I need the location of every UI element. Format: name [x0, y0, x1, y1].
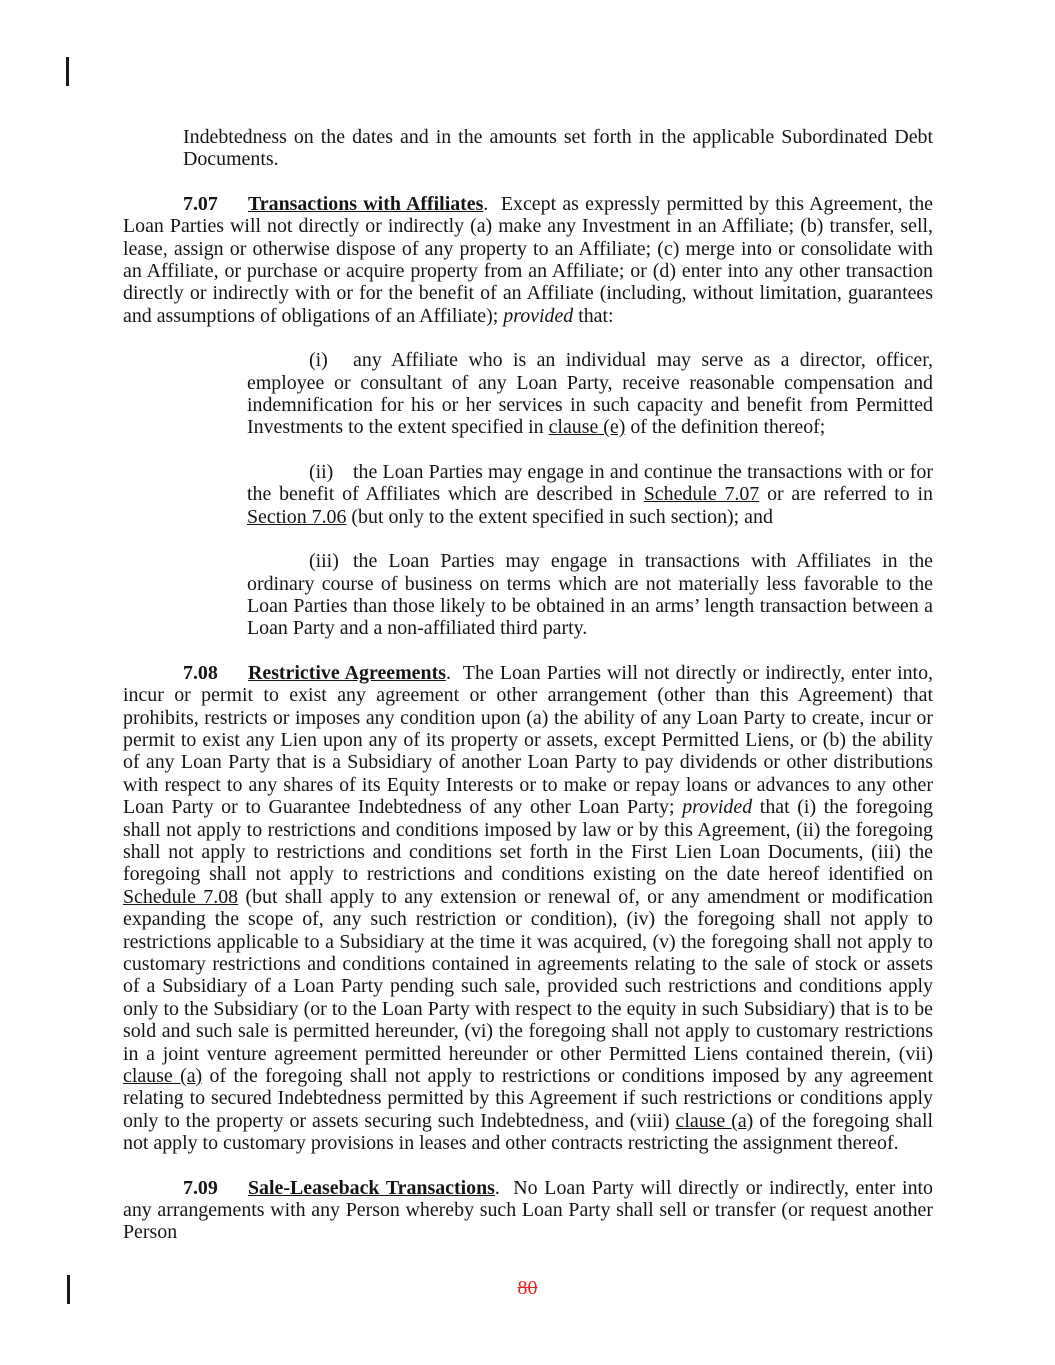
clause-label: (ii) — [309, 460, 334, 483]
paragraph-section-7-07 — [123, 193, 933, 327]
body-text: that (i) the foregoing shall not apply to restrictions and conditions imposed by law or by this Agreement, (ii) the foregoing shall not apply to restrictions and conditions set forth in the First Lien Loan Documents, (iii) the foregoing shall not apply to restrictions and conditions existing on the date hereof identified on — [123, 796, 933, 886]
body-text: the Loan Parties may engage in transactions with Affiliates in the ordinary course of business on terms which are not materially less favorable to the Loan Parties than those likely to be obtained in an arms’ length transaction between a Loan Party and a non-affiliated third party. — [247, 550, 933, 640]
paragraph-clause-iii — [247, 550, 933, 640]
clause-label: (i) — [309, 349, 328, 372]
page-number: 80 — [517, 1277, 538, 1299]
cross-reference: Section 7.06 — [247, 505, 347, 528]
body-text: . Except as expressly permitted by this Agreement, the Loan Parties will not directly or indirectly (a) make any Investment in an Affiliate; (b) transfer, sell, lease, assign or otherwise dispose of any property to an Affiliate; (c) merge into or consolidate with an Affiliate, or purchase or acquire property from an Affiliate; or (d) enter into any other transaction directly or indirectly with or for the benefit of an Affiliate (including, without limitation, guarantees and assumptions of obligations of an Affiliate); — [123, 192, 934, 327]
section-number: 7.09 — [183, 1176, 218, 1199]
body-text: that: — [573, 304, 614, 327]
body-text: (but only to the extent specified in such section); and — [346, 505, 773, 528]
body-text: . No Loan Party will directly or indirectly, enter into any arrangements with any Person whereby such Loan Party shall sell or transfer (or request another Person — [123, 1176, 933, 1244]
section-title: Restrictive Agreements — [248, 661, 446, 684]
proviso-term: provided — [503, 304, 574, 327]
cross-reference: Schedule 7.08 — [123, 885, 239, 908]
body-text: or are referred to in — [759, 483, 933, 506]
clause-label: (iii) — [309, 550, 339, 573]
section-number: 7.07 — [183, 192, 218, 215]
cross-reference: Schedule 7.07 — [643, 483, 760, 506]
body-text: . The Loan Parties will not directly or indirectly, enter into, incur or permit to exist any agreement or other arrangement (other than this Agreement) that prohibits, restricts or imposes any condition upon (a) the ability of any Loan Party to create, incur or permit to exist any Lien upon any of its property or assets, except Permitted Liens, or (b) the ability of any Loan Party that is a Subsidiary of another Loan Party to pay dividends or other distributions with respect to any shares of its Equity Interests or to make or repay loans or advances to any other Loan Party or to Guarantee Indebtedness of any other Loan Party; — [123, 661, 933, 819]
change-bar-top — [66, 57, 69, 86]
body-text: Indebtedness on the dates and in the amounts set forth in the applicable Subordinated Debt Documents. — [183, 126, 933, 171]
paragraph-clause-ii — [247, 461, 933, 528]
body-text: any Affiliate who is an individual may serve as a director, officer, employee or consultant of any Loan Party, receive reasonable compensation and indemnification for his or her services in such capacity and benefit from Permitted Investments to the extent specified in — [247, 349, 933, 439]
cross-reference: clause (a) — [123, 1065, 203, 1088]
proviso-term: provided — [682, 796, 753, 819]
body-text: of the definition thereof; — [625, 416, 826, 439]
paragraph-clause-i — [247, 349, 933, 439]
body-text: of the foregoing shall not apply to customary provisions in leases and other contracts restricting the assignment thereof. — [123, 1109, 933, 1155]
paragraph-section-7-09 — [123, 1177, 933, 1244]
body-text: of the foregoing shall not apply to restrictions or conditions imposed by any agreement relating to secured Indebtedness permitted by this Agreement if such restrictions or conditions apply only to the property or assets securing such Indebtedness, and (viii) — [123, 1065, 933, 1132]
cross-reference: clause (a) — [675, 1109, 754, 1132]
cross-reference: clause (e) — [548, 416, 626, 439]
section-title: Transactions with Affiliates — [248, 192, 484, 215]
document-body — [123, 126, 933, 1244]
body-text: the Loan Parties may engage in and continue the transactions with or for the benefit of Affiliates which are described in — [247, 460, 933, 506]
body-text: (but shall apply to any extension or renewal of, or any amendment or modification expanding the scope of, any such restriction or condition), (iv) the foregoing shall not apply to restrictions applicable to a Subsidiary at the time it was acquired, (v) the foregoing shall not apply to customary restrictions and conditions contained in agreements relating to the sale of stock or assets of a Subsidiary of a Loan Party pending such sale, provided such restrictions and conditions apply only to the Subsidiary (or to the Loan Party with respect to the equity in such Subsidiary) that is to be sold and such sale is permitted hereunder, (vi) the foregoing shall not apply to customary restrictions in a joint venture agreement permitted hereunder or other Permitted Liens contained therein, (vii) — [123, 885, 933, 1065]
section-title: Sale-Leaseback Transactions — [248, 1176, 495, 1199]
paragraph-continuation — [183, 126, 933, 171]
paragraph-section-7-08 — [123, 662, 933, 1155]
section-number: 7.08 — [183, 661, 218, 684]
